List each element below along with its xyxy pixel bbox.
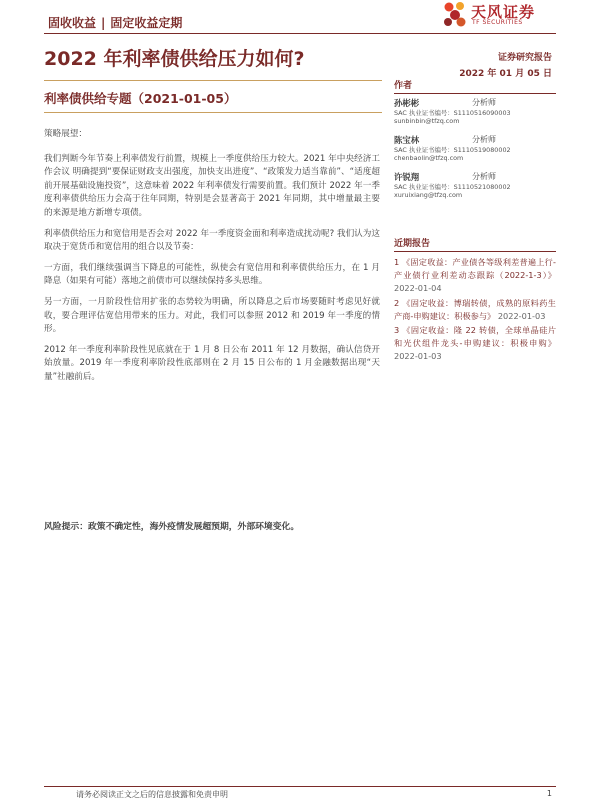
recent-reports-divider bbox=[394, 251, 556, 252]
author-name: 许锐翔 bbox=[394, 172, 420, 182]
title-divider bbox=[44, 80, 382, 81]
category-label: 固收收益 bbox=[48, 16, 97, 30]
author-name: 陈宝林 bbox=[394, 135, 420, 145]
author-role: 分析师 bbox=[472, 135, 496, 144]
risk-warning: 风险提示：政策不确定性，海外疫情发展超预期，外部环境变化。 bbox=[44, 522, 300, 532]
recent-report-title: 《固定收益：产业债各等级利差普遍上行-产业债行业利差动态跟踪（2022-1-3）》 bbox=[394, 257, 556, 281]
recent-report-date: 2022-01-03 bbox=[497, 310, 546, 321]
main-content bbox=[44, 128, 380, 392]
report-type: 证券研究报告 bbox=[497, 53, 552, 63]
footer-disclaimer: 请务必阅读正文之后的信息披露和免责申明 bbox=[76, 790, 228, 799]
recent-reports-section bbox=[394, 236, 556, 365]
company-logo bbox=[443, 0, 553, 30]
author-certificate: SAC 执业证书编号：S1110519080002 bbox=[394, 146, 511, 154]
recent-report-date: 2022-01-03 bbox=[394, 351, 442, 362]
recent-report-title: 《固定收益：博瑞转债，成熟的原料药生产商-申购建议：积极参与》 bbox=[394, 297, 556, 321]
authors-divider bbox=[394, 93, 556, 94]
author-email[interactable]: xuruixiang@tfzq.com bbox=[394, 191, 463, 199]
recent-reports-label: 近期报告 bbox=[394, 239, 431, 249]
logo-mark-icon bbox=[443, 1, 469, 29]
recent-report-number: 3 bbox=[394, 325, 400, 336]
author-role: 分析师 bbox=[472, 172, 496, 181]
logo-name: 天风证券 bbox=[471, 3, 536, 21]
recent-report-item[interactable] bbox=[394, 324, 556, 364]
author-email[interactable]: sunbinbin@tfzq.com bbox=[394, 117, 460, 125]
page-number: 1 bbox=[546, 789, 552, 798]
body-paragraph: 一方面，我们继续强调当下降息的可能性，纵使会有宽信用和利率债供给压力，在 1 月降息（如果有可能）落地之前债市可以继续保持多头思维。 bbox=[44, 262, 380, 287]
subtitle-divider bbox=[44, 112, 382, 113]
body-paragraph: 另一方面，一月阶段性信用扩张的态势较为明确，所以降息之后市场要随时考虑见好就收，要合理评估宽信用带来的压力。对此，我们可以参照 2012 和 2019 年一季度的情形。 bbox=[44, 296, 380, 335]
recent-report-number: 1 bbox=[394, 257, 400, 267]
header-divider bbox=[44, 33, 556, 34]
subcategory-label: 固定收益定期 bbox=[110, 16, 183, 30]
author-card bbox=[394, 171, 556, 205]
author-certificate: SAC 执业证书编号：S1110516090003 bbox=[394, 109, 511, 117]
footer-divider bbox=[44, 786, 556, 787]
recent-report-number: 2 bbox=[394, 297, 400, 308]
recent-report-item[interactable] bbox=[394, 297, 556, 323]
body-paragraph: 2012 年一季度利率阶段性见底就在于 1 月 8 日公布 2011 年 12 月数据，确认信贷开始放量。2019 年一季度利率阶段性底部则在 2 月 15 日公布的 1 月金融数据出现“天量”社融前后。 bbox=[44, 344, 380, 382]
author-certificate: SAC 执业证书编号：S1110521080002 bbox=[394, 183, 511, 191]
report-date: 2022 年 01 月 05 日 bbox=[459, 69, 552, 79]
body-paragraph: 利率债供给压力和宽信用是否会对 2022 年一季度资金面和利率造成扰动呢? 我们认为这取决于宽货币和宽信用的组合以及节奏： bbox=[44, 228, 380, 253]
page-title: 2022 年利率债供给压力如何? bbox=[44, 48, 305, 70]
logo-subtitle: TF SECURITIES bbox=[472, 19, 523, 26]
category-separator: | bbox=[101, 16, 106, 30]
author-card bbox=[394, 97, 556, 131]
author-role: 分析师 bbox=[472, 98, 496, 107]
authors-section bbox=[394, 78, 556, 205]
body-paragraph: 我们判断今年节奏上利率债发行前置，规模上一季度供给压力较大。2021 年中央经济工作会议 明确提到“要保证财政支出强度，加快支出进度”、“政策发力适当靠前”、“适度超前开展基础设施投资”，这意味着 2022 年利率债发行需要前置。我们预计 2022 年一季度利率债供给压力会高于往年同期，特别是会显著高于 2021 年同期，其中增量最主要的来源是地方新增专项债。 bbox=[44, 153, 380, 218]
recent-reports-list bbox=[394, 256, 556, 364]
recent-report-item[interactable] bbox=[394, 256, 556, 296]
page-subtitle: 利率债供给专题（2021-01-05） bbox=[44, 91, 237, 106]
recent-report-date: 2022-01-04 bbox=[394, 283, 442, 294]
report-category bbox=[48, 14, 182, 31]
section-heading: 策略展望： bbox=[44, 129, 87, 139]
authors-label: 作者 bbox=[394, 81, 413, 91]
author-name: 孙彬彬 bbox=[394, 98, 420, 108]
recent-report-title: 《固定收益：隆 22 转债，全球单晶硅片和光伏组件龙头-申购建议：积极申购》 bbox=[394, 325, 557, 349]
author-email[interactable]: chenbaolin@tfzq.com bbox=[394, 154, 464, 162]
author-card bbox=[394, 134, 556, 168]
